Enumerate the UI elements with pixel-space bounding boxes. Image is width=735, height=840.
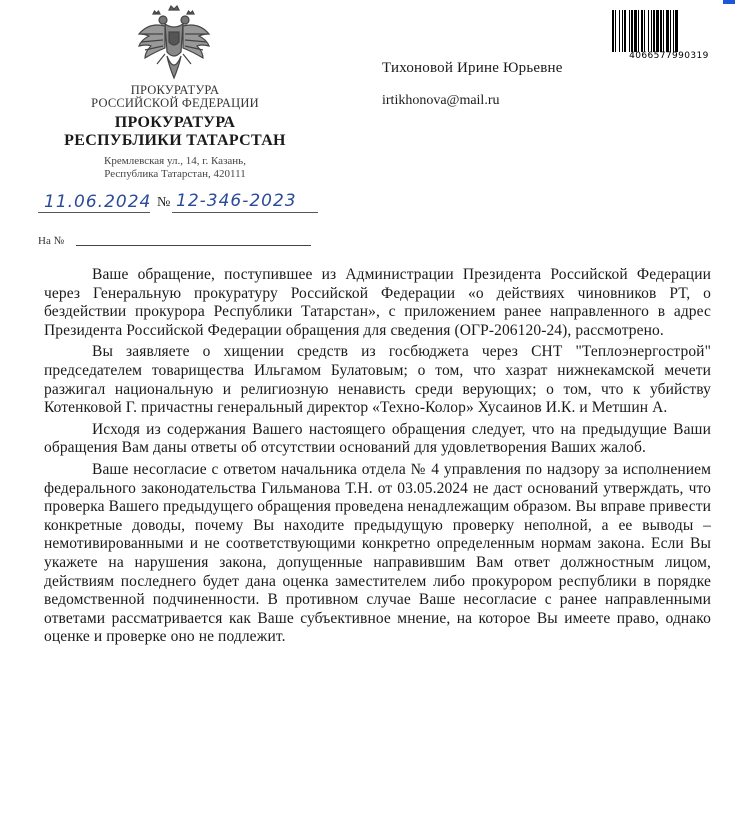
reply-to-label: На № [38,235,65,247]
coat-of-arms-emblem [135,4,213,80]
registration-date: 11.06.2024 [44,192,152,212]
body-paragraph: Исходя из содержания Вашего настоящего обращения следует, что на предыдущие Ваши обращения Вам даны ответы об отсутствии оснований для удовлетворения Ваших жалоб. [44,420,711,457]
body-paragraph: Ваше несогласие с ответом начальника отдела № 4 управления по надзору за исполнением федерального законодательства Гильманова Т.Н. от 03.05.2024 не даст оснований утверждать, что проверка Вашего предыдущего обращения проведена ненадлежащим образом. Вы вправе привести конкретные доводы, почему Вы находите предыдущую проверку неполной, а ее выводы – немотивированными и не соответствующими конкретно определенным нормам закона. Если Вы укажете на нарушения закона, допущенные направившим Вам ответ должностным лицом, действиям последнего будет дана оценка заместителем либо прокурором республики в порядке ведомственной подчиненности. В противном случае Ваше несогласие с ранее направленными ответами рассматривается как Ваше субъективное мнение, на которое Вы имеете право, однако оценке и проверке оно не подлежит. [44,460,711,646]
barcode-bar [622,10,623,52]
addressee-name: Тихоновой Ирине Юрьевне [382,60,563,76]
barcode-bar [670,10,671,52]
barcode-bar [653,10,655,52]
barcode-bar [641,10,643,52]
barcode-bar [660,10,662,52]
office-address-line2: Республика Татарстан, 420111 [104,168,246,180]
corner-mark [723,0,735,4]
barcode-bar [629,10,630,52]
barcode-bar [619,10,620,52]
registration-number: 12-346-2023 [176,191,297,211]
barcode-bar [675,10,678,52]
barcode-bar [631,10,633,52]
barcode-bar [638,10,639,52]
barcode-bar [648,10,649,52]
barcode-bar [651,10,652,52]
body-paragraph: Вы заявляете о хищении средств из госбюджета через СНТ "Теплоэнергострой" председателем товарищества Ильгамом Булатовым; о том, что хазрат нижнекамской мечети разжигал национальную и религиозную ненависть среди верующих; о том, что к убийству Котенковой Г. причастны генеральный директор «Техно-Колор» Хусаинов И.К. и Метшин А. [44,343,711,417]
barcode-bar [673,10,674,52]
addressee-email: irtikhonova@mail.ru [382,93,500,108]
registration-number-label: № [157,195,171,210]
barcode-bar [663,10,664,52]
barcode-bar [615,10,616,52]
date-underline [38,212,150,213]
barcode-bar [666,10,669,52]
barcode-image [612,10,724,55]
office-name-line2: РЕСПУБЛИКИ ТАТАРСТАН [64,132,286,149]
barcode-bar [624,10,626,52]
letter-body [44,266,711,647]
barcode-bar [656,10,659,52]
reply-to-line [76,245,311,246]
barcode-bar [644,10,645,52]
barcode-bar [612,10,614,52]
body-paragraph: Ваше обращение, поступившее из Администрации Президента Российской Федерации через Генеральную прокуратуру Российской Федерации «о действиях чиновников РТ, о бездействии прокурора Республики Татарстан», с приложением ранее направленного в адрес Президента Российской Федерации обращения для сведения (ОГР-206120-24), рассмотрено. [44,266,711,339]
office-address-line1: Кремлевская ул., 14, г. Казань, [104,155,246,167]
barcode-number: 4066577990319 [629,51,709,61]
org-name-line1: ПРОКУРАТУРА [130,83,220,97]
office-name-line1: ПРОКУРАТУРА [114,114,236,131]
org-name-line2: РОССИЙСКОЙ ФЕДЕРАЦИИ [91,96,259,110]
barcode-bar [634,10,637,52]
number-underline [172,212,318,213]
